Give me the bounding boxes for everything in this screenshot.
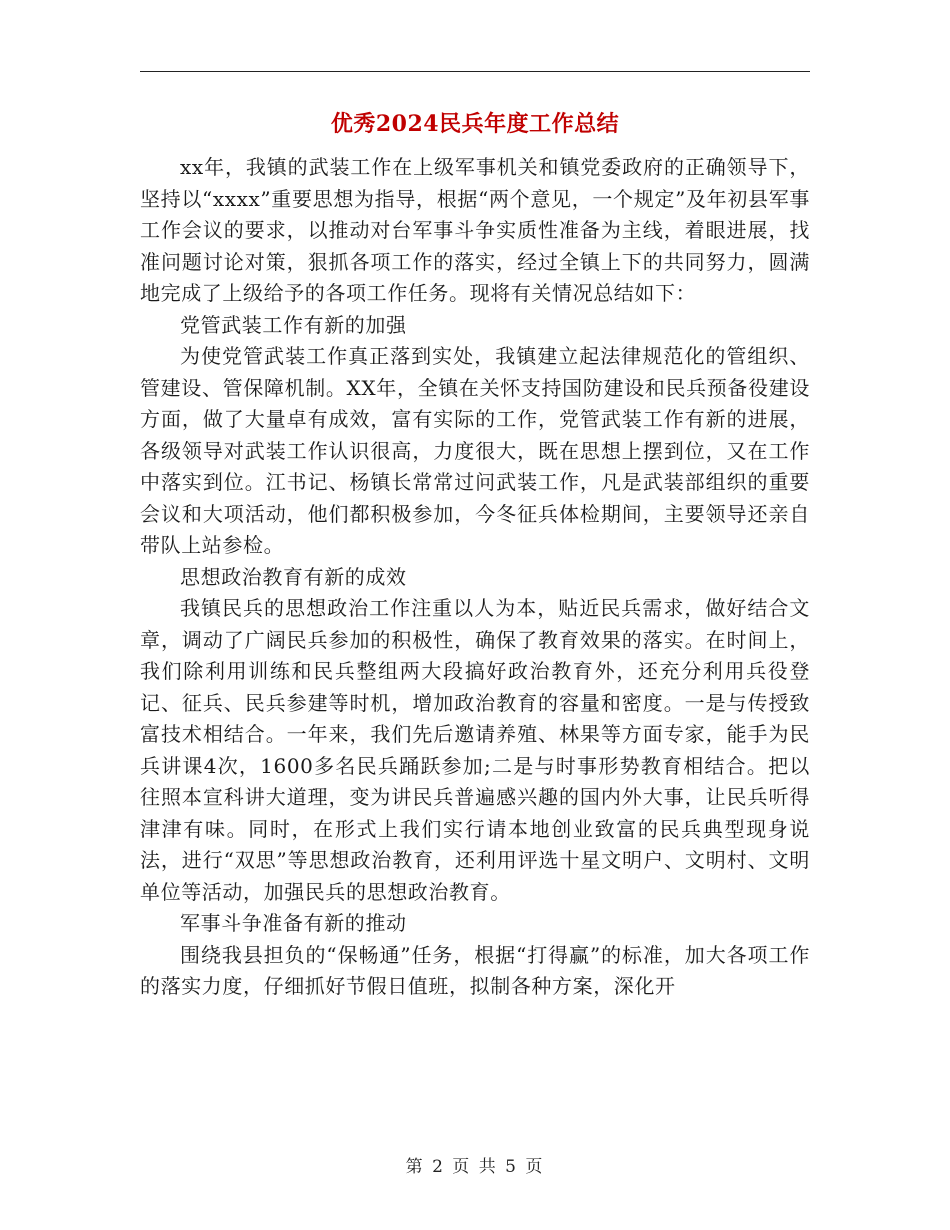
page-number: 第 2 页 共 5 页 [405,1157,545,1177]
paragraph-party-leadership: 为使党管武装工作真正落到实处，我镇建立起法律规范化的管组织、管建设、管保障机制。XX年，全镇在关怀支持国防建设和民兵预备役建设方面，做了大量卓有成效，富有实际的工作，党管武装工作有新的进展，各级领导对武装工作认识很高，力度很大，既在思想上摆到位，又在工作中落实到位。江书记、杨镇长常常过问武装工作，凡是武装部组织的重要会议和大项活动，他们都积极参加，今冬征兵体检期间，主要领导还亲自带队上站参检。 [140,344,810,557]
paragraph-political-education: 我镇民兵的思想政治工作注重以人为本，贴近民兵需求，做好结合文章，调动了广阔民兵参加的积极性，确保了教育效果的落实。在时间上，我们除利用训练和民兵整组两大段搞好政治教育外，还充分利用兵役登记、征兵、民兵参建等时机，增加政治教育的容量和密度。一是与传授致富技术相结合。一年来，我们先后邀请养殖、林果等方面专家，能手为民兵讲课4次，1600多名民兵踊跃参加;二是与时事形势教育相结合。把以往照本宣科讲大道理，变为讲民兵普遍感兴趣的国内外大事，让民兵听得津津有味。同时，在形式上我们实行请本地创业致富的民兵典型现身说法，进行“双思”等思想政治教育，还利用评选十星文明户、文明村、文明单位等活动，加强民兵的思想政治教育。 [140,596,810,904]
paragraph-intro: xx年，我镇的武装工作在上级军事机关和镇党委政府的正确领导下，坚持以“xxxx”重要思想为指导，根据“两个意见，一个规定”及年初县军事工作会议的要求，以推动对台军事斗争实质性准备为主线，着眼进展，找准问题讨论对策，狠抓各项工作的落实，经过全镇上下的共同努力，圆满地完成了上级给予的各项工作任务。现将有关情况总结如下： [140,155,810,305]
section-heading-party-leadership: 党管武装工作有新的加强 [180,312,407,337]
section-heading-military-preparation: 军事斗争准备有新的推动 [180,911,407,935]
document-title: 优秀2024民兵年度工作总结 [330,111,620,137]
paragraph-military-preparation: 围绕我县担负的“保畅通”任务，根据“打得赢”的标准，加大各项工作的落实力度，仔细抓好节假日值班，拟制各种方案，深化开 [140,942,810,998]
document-body [140,152,810,1003]
section-heading-political-education: 思想政治教育有新的成效 [180,564,407,589]
header-rule [140,71,810,72]
